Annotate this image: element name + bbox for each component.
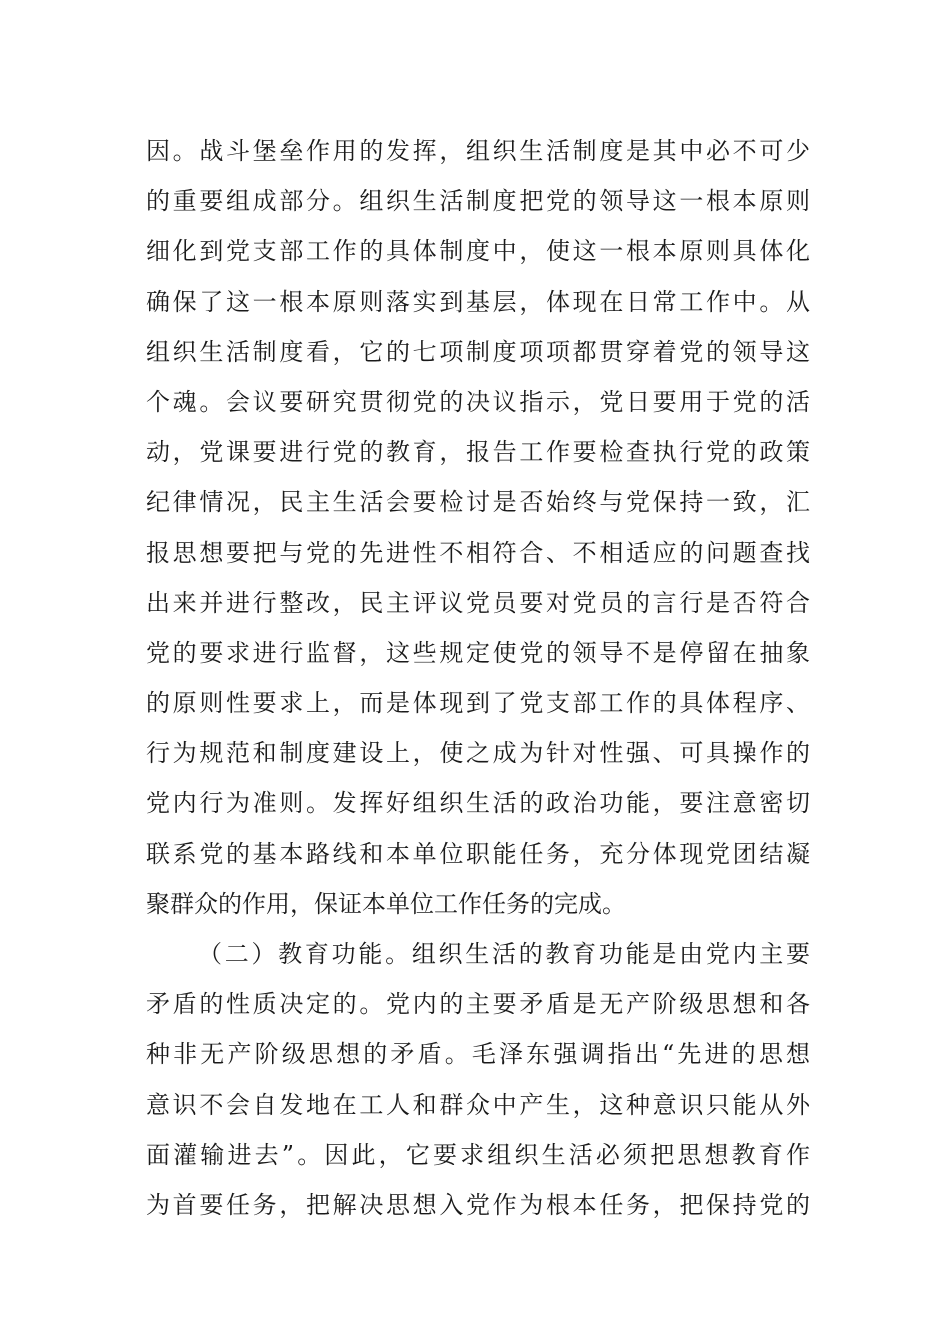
text-line: 面灌输进去”。因此，它要求组织生活必须把思想教育作 [146, 1140, 810, 1169]
body-text [146, 126, 810, 1230]
text-line: 种非无产阶级思想的矛盾。毛泽东强调指出“先进的思想 [146, 1040, 810, 1069]
text-line: 报思想要把与党的先进性不相符合、不相适应的问题查找 [146, 538, 810, 567]
text-line: 矛盾的性质决定的。党内的主要矛盾是无产阶级思想和各 [146, 990, 810, 1019]
text-line: 出来并进行整改，民主评议党员要对党员的言行是否符合 [146, 588, 810, 617]
text-line: 意识不会自发地在工人和群众中产生，这种意识只能从外 [146, 1090, 810, 1119]
text-line: 联系党的基本路线和本单位职能任务，充分体现党团结凝 [146, 839, 810, 868]
text-line: 的原则性要求上，而是体现到了党支部工作的具体程序、 [146, 689, 810, 718]
text-line: 行为规范和制度建设上，使之成为针对性强、可具操作的 [146, 739, 810, 768]
paragraph-end-line: 聚群众的作用，保证本单位工作任务的完成。 [146, 889, 626, 918]
text-line: 细化到党支部工作的具体制度中，使这一根本原则具体化 [146, 237, 810, 266]
text-line: 个魂。会议要研究贯彻党的决议指示，党日要用于党的活 [146, 387, 810, 416]
text-line: 党内行为准则。发挥好组织生活的政治功能，要注意密切 [146, 789, 810, 818]
text-line: 党的要求进行监督，这些规定使党的领导不是停留在抽象 [146, 638, 810, 667]
text-line: 确保了这一根本原则落实到基层，体现在日常工作中。从 [146, 287, 810, 316]
text-line: 纪律情况，民主生活会要检讨是否始终与党保持一致，汇 [146, 488, 810, 517]
section-heading-line: （二）教育功能。组织生活的教育功能是由党内主要 [198, 940, 810, 968]
text-line: 组织生活制度看，它的七项制度项项都贯穿着党的领导这 [146, 337, 810, 366]
text-line: 动，党课要进行党的教育，报告工作要检查执行党的政策 [146, 438, 810, 467]
text-line: 因。战斗堡垒作用的发挥，组织生活制度是其中必不可少 [146, 137, 810, 165]
text-line: 为首要任务，把解决思想入党作为根本任务，把保持党的 [146, 1190, 810, 1219]
text-line: 的重要组成部分。组织生活制度把党的领导这一根本原则 [146, 187, 810, 216]
